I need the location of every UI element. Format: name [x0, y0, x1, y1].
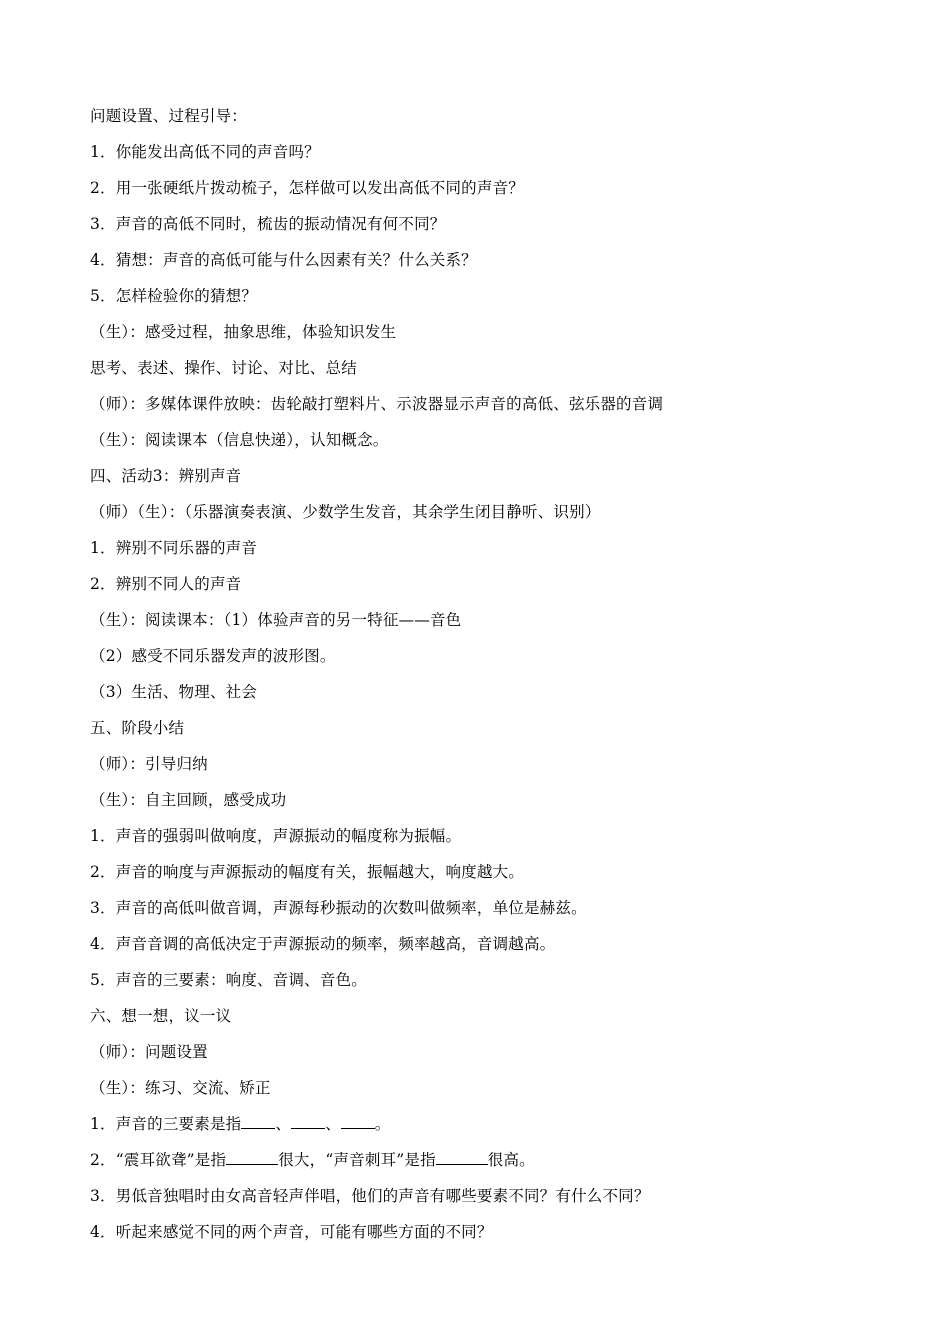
- text-line: 4．声音音调的高低决定于声源振动的频率，频率越高，音调越高。: [90, 935, 556, 953]
- text-line: （3）生活、物理、社会: [90, 683, 258, 701]
- question-4: 4．听起来感觉不同的两个声音，可能有哪些方面的不同？: [90, 1223, 493, 1241]
- section-heading: 五、阶段小结: [90, 719, 185, 737]
- fill-blank: [291, 1110, 325, 1129]
- question-1: [90, 1109, 870, 1145]
- fill-blank: [241, 1110, 275, 1129]
- text-line: （生）：感受过程，抽象思维，体验知识发生: [90, 323, 397, 341]
- question-1-prefix: 1．声音的三要素是指: [90, 1115, 242, 1133]
- text-line: （生）：阅读课本：（1）体验声音的另一特征——音色: [90, 611, 462, 629]
- text-line: 思考、表述、操作、讨论、对比、总结: [90, 359, 357, 377]
- text-line: 5．怎样检验你的猜想？: [90, 287, 258, 305]
- text-line: 2．声音的响度与声源振动的幅度有关，振幅越大，响度越大。: [90, 863, 524, 881]
- text-line: 1．你能发出高低不同的声音吗？: [90, 143, 320, 161]
- question-1-suffix: 。: [374, 1115, 391, 1133]
- text-line: （生）：阅读课本（信息快递），认知概念。: [90, 431, 389, 449]
- text-line: 2．用一张硬纸片拨动梳子，怎样做可以发出高低不同的声音？: [90, 179, 524, 197]
- text-line: 1．声音的强弱叫做响度，声源振动的幅度称为振幅。: [90, 827, 462, 845]
- text-line: 2．辨别不同人的声音: [90, 575, 242, 593]
- fill-blank: [226, 1146, 278, 1165]
- question-2-prefix: 2．“震耳欲聋”是指: [90, 1151, 227, 1169]
- section-heading: 六、想一想，议一议: [90, 1007, 232, 1025]
- text-line: 4．猜想：声音的高低可能与什么因素有关？什么关系？: [90, 251, 477, 269]
- question-2: [90, 1145, 870, 1181]
- text-line: （生）：自主回顾，感受成功: [90, 791, 287, 809]
- fill-blank: [436, 1146, 488, 1165]
- text-line: 3．声音的高低不同时，梳齿的振动情况有何不同？: [90, 215, 446, 233]
- text-line: 5．声音的三要素：响度、音调、音色。: [90, 971, 367, 989]
- text-line: （师）：问题设置: [90, 1043, 208, 1061]
- text-line: （生）：练习、交流、矫正: [90, 1079, 271, 1097]
- section-heading: 四、活动3：辨别声音: [90, 467, 242, 485]
- question-1-separator: 、: [275, 1115, 292, 1133]
- text-line: （2）感受不同乐器发声的波形图。: [90, 647, 336, 665]
- document-body: [90, 101, 870, 1253]
- question-2-suffix: 很高。: [487, 1151, 535, 1169]
- fill-blank: [341, 1110, 375, 1129]
- text-line: 问题设置、过程引导：: [90, 107, 248, 125]
- question-1-separator: 、: [325, 1115, 341, 1133]
- text-line: 3．声音的高低叫做音调，声源每秒振动的次数叫做频率，单位是赫兹。: [90, 899, 587, 917]
- question-3: 3．男低音独唱时由女高音轻声伴唱，他们的声音有哪些要素不同？有什么不同？: [90, 1187, 650, 1205]
- text-line: （师）：引导归纳: [90, 755, 208, 773]
- text-line: （师）（生）：（乐器演奏表演、少数学生发音，其余学生闭目静听、识别）: [90, 503, 601, 521]
- question-2-middle: 很大，“声音刺耳”是指: [278, 1151, 436, 1169]
- text-line: 1．辨别不同乐器的声音: [90, 539, 258, 557]
- text-line: （师）：多媒体课件放映：齿轮敲打塑料片、示波器显示声音的高低、弦乐器的音调: [90, 395, 664, 413]
